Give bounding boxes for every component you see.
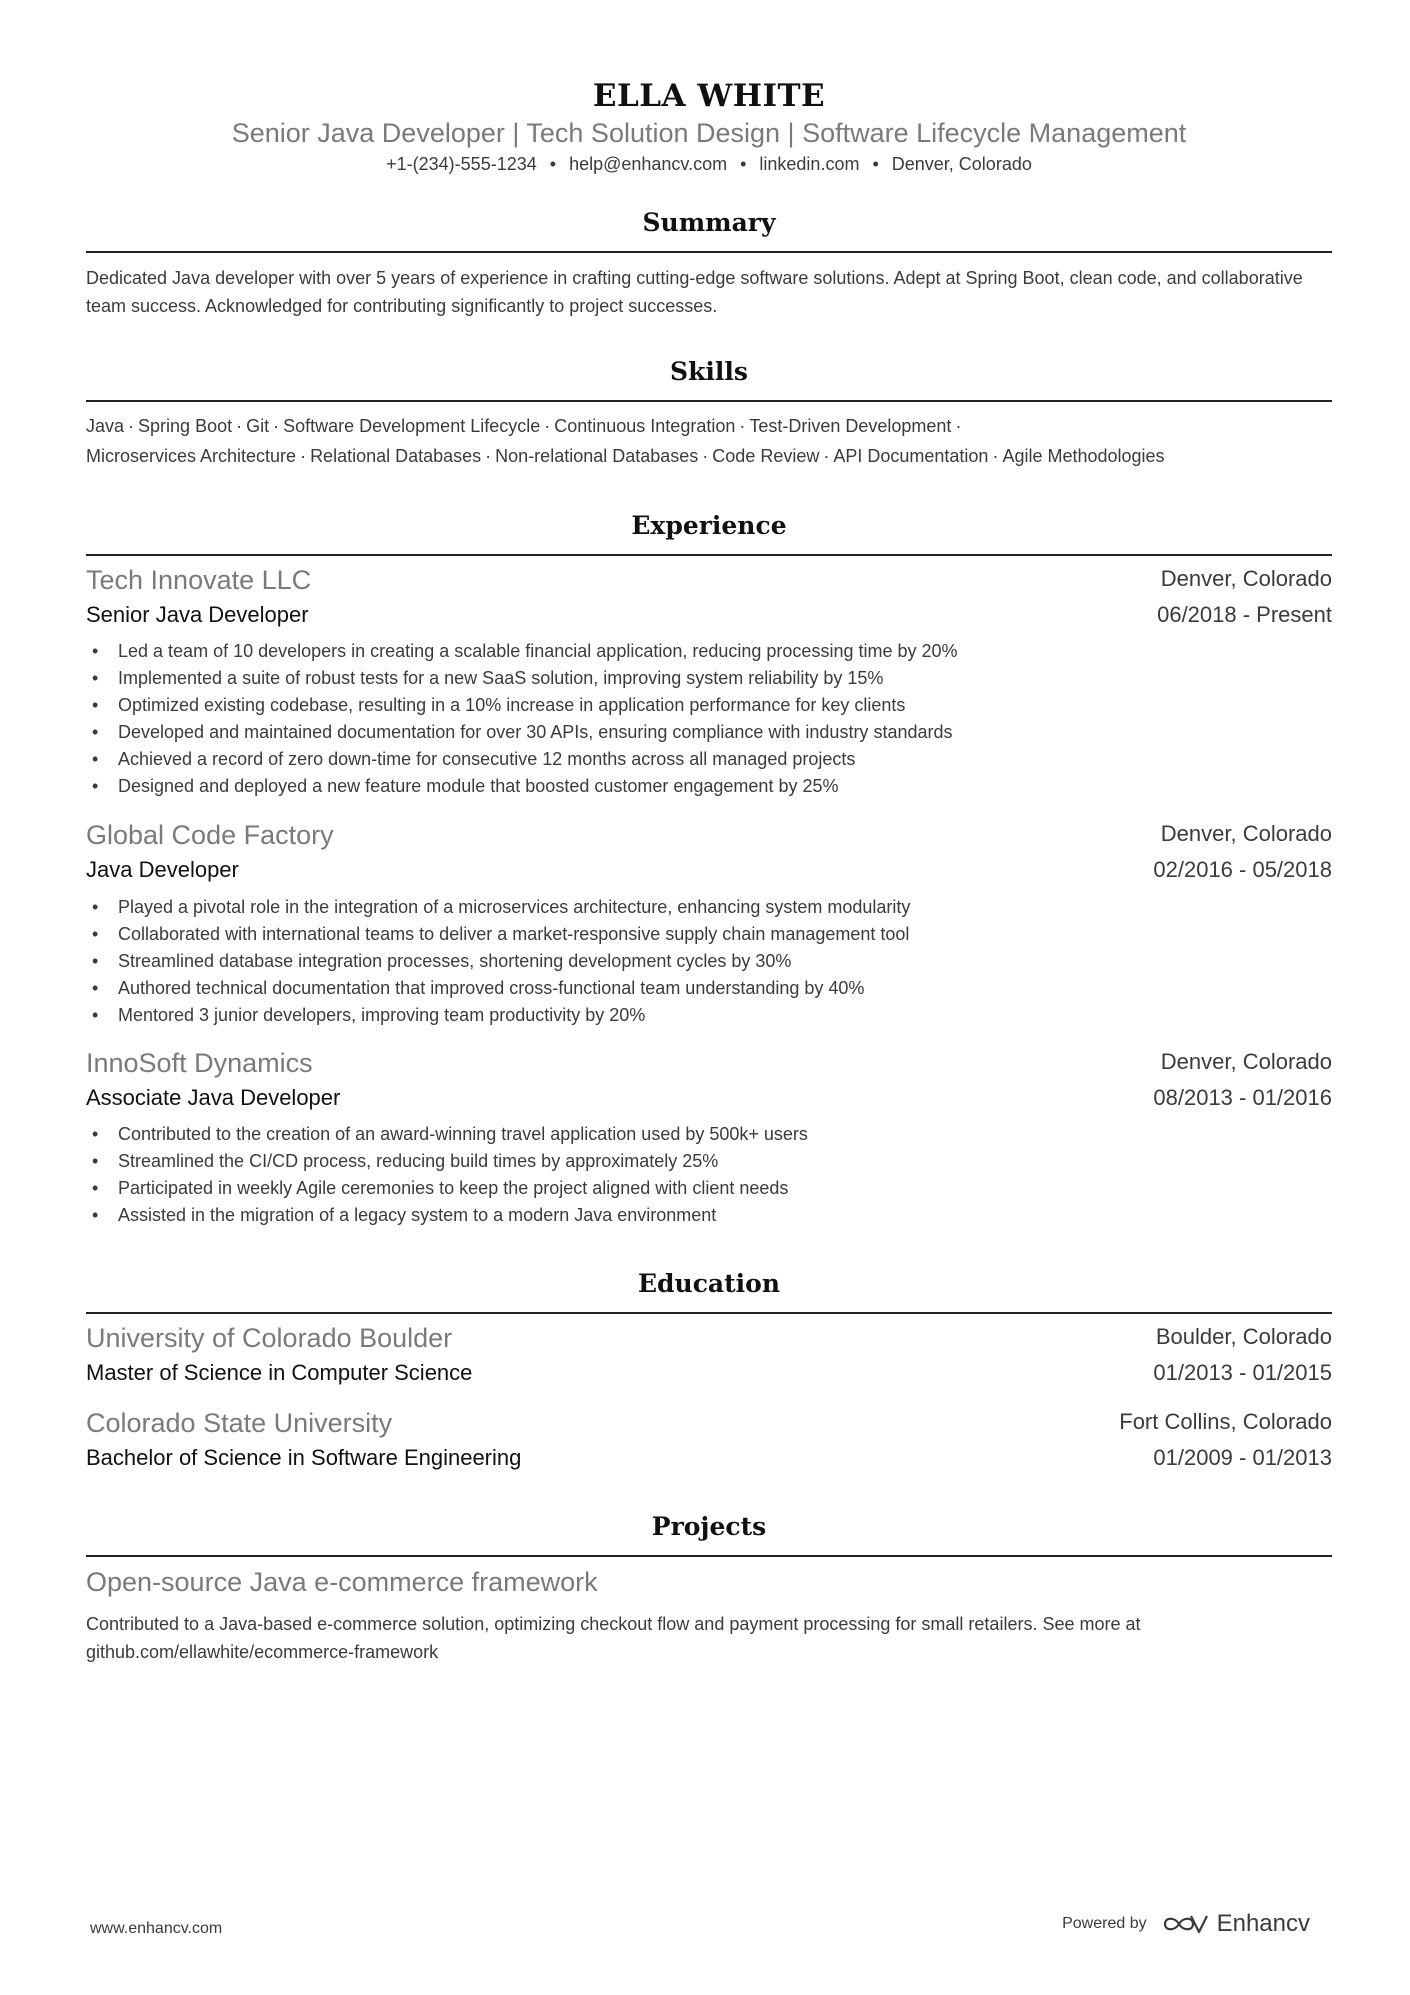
skill-item: API Documentation <box>833 446 989 466</box>
job-dates: 08/2013 - 01/2016 <box>1153 1085 1332 1110</box>
email-link[interactable]: help@enhancv.com <box>569 154 728 174</box>
candidate-name: ELLA WHITE <box>592 78 826 114</box>
phone[interactable]: +1-(234)-555-1234 <box>386 154 537 174</box>
job-bullet: • Played a pivotal role in the integration of a microservices architecture, enhancing system modularity <box>86 894 1332 921</box>
job-bullet: • Designed and deployed a new feature module that boosted customer engagement by 25% <box>86 773 1332 800</box>
school-location: Boulder, Colorado <box>1155 1324 1332 1349</box>
project-description: Contributed to a Java-based e-commerce solution, optimizing checkout flow and payment processing for small retailers. See more at github.com/ellawhite/ecommerce-framework <box>86 1614 1141 1662</box>
job-location: Denver, Colorado <box>1160 566 1332 591</box>
job-company: InnoSoft Dynamics <box>86 1048 313 1078</box>
skill-item: Microservices Architecture <box>86 446 297 466</box>
job-location: Denver, Colorado <box>1160 821 1332 846</box>
location: Denver, Colorado <box>891 154 1032 174</box>
skill-item: Agile Methodologies <box>1002 446 1165 466</box>
education-dates: 01/2009 - 01/2013 <box>1153 1445 1332 1470</box>
skills-title: Skills <box>670 357 748 386</box>
brand-name: Enhancv <box>1216 1910 1310 1937</box>
contact-line: +1-(234)-555-1234 • help@enhancv.com • linkedin.com • Denver, Colorado <box>386 154 1032 174</box>
school-name: University of Colorado Boulder <box>86 1323 453 1353</box>
degree: Master of Science in Computer Science <box>86 1360 473 1385</box>
job-dates: 02/2016 - 05/2018 <box>1153 857 1332 882</box>
job-bullet: • Collaborated with international teams to deliver a market-responsive supply chain management tool <box>86 921 1332 948</box>
powered-by-label: Powered by <box>1062 1915 1147 1932</box>
job-bullet: • Implemented a suite of robust tests for a new SaaS solution, improving system reliability by 15% <box>86 665 1332 692</box>
job-bullet: • Led a team of 10 developers in creating a scalable financial application, reducing processing time by 20% <box>86 638 1332 665</box>
experience-title: Experience <box>631 511 787 540</box>
job-location: Denver, Colorado <box>1160 1049 1332 1074</box>
footer-website[interactable]: www.enhancv.com <box>90 1920 223 1937</box>
skills-list: Java · Spring Boot · Git · Software Development Lifecycle · Continuous Integration · Test-Driven Development · Microservices Architecture · Relational Databases · Non-relational Databases · Code Review · API Documentation · Agile Methodologies <box>86 416 1165 466</box>
skill-item: Spring Boot <box>138 416 233 436</box>
education-title: Education <box>637 1269 781 1298</box>
project-name: Open-source Java e-commerce framework <box>86 1567 598 1597</box>
skill-item: Git <box>246 416 270 436</box>
school-location: Fort Collins, Colorado <box>1119 1409 1332 1434</box>
enhancv-logo[interactable] <box>1161 1910 1310 1938</box>
education-dates: 01/2013 - 01/2015 <box>1153 1360 1332 1385</box>
education-divider <box>86 1312 1332 1314</box>
job-company: Tech Innovate LLC <box>86 565 312 595</box>
job-bullet: • Authored technical documentation that improved cross-functional team understanding by 40% <box>86 975 1332 1002</box>
summary-divider <box>86 251 1332 253</box>
summary-text: Dedicated Java developer with over 5 years of experience in crafting cutting-edge software solutions. Adept at Spring Boot, clean code, and collaborative team success. Acknowledged for contributing significantly to project successes. <box>86 268 1303 316</box>
enhancv-logo-icon <box>1161 1911 1209 1937</box>
job-bullet: • Contributed to the creation of an award-winning travel application used by 500k+ users <box>86 1121 1332 1148</box>
job-bullets <box>86 1121 1332 1229</box>
job-bullets <box>86 638 1332 800</box>
job-role: Associate Java Developer <box>86 1085 341 1110</box>
job-role: Java Developer <box>86 857 239 882</box>
summary-title: Summary <box>642 208 776 237</box>
job-dates: 06/2018 - Present <box>1157 602 1332 627</box>
skill-item: Test-Driven Development <box>749 416 952 436</box>
job-bullet: • Streamlined the CI/CD process, reducing build times by approximately 25% <box>86 1148 1332 1175</box>
job-bullet: • Streamlined database integration processes, shortening development cycles by 30% <box>86 948 1332 975</box>
headline: Senior Java Developer | Tech Solution Design | Software Lifecycle Management <box>231 118 1187 148</box>
skill-item: Code Review <box>712 446 820 466</box>
job-bullets <box>86 894 1332 1029</box>
degree: Bachelor of Science in Software Engineering <box>86 1445 522 1470</box>
job-bullet: • Participated in weekly Agile ceremonies to keep the project aligned with client needs <box>86 1175 1332 1202</box>
projects-divider <box>86 1555 1332 1557</box>
job-bullet: • Developed and maintained documentation for over 30 APIs, ensuring compliance with industry standards <box>86 719 1332 746</box>
skill-item: Continuous Integration <box>554 416 736 436</box>
job-bullet: • Optimized existing codebase, resulting in a 10% increase in application performance for key clients <box>86 692 1332 719</box>
footer-branding <box>1062 1910 1310 1938</box>
skill-item: Java <box>86 416 125 436</box>
linkedin-link[interactable]: linkedin.com <box>759 154 860 174</box>
skill-item: Software Development Lifecycle <box>283 416 541 436</box>
job-bullet: • Assisted in the migration of a legacy system to a modern Java environment <box>86 1202 1332 1229</box>
experience-divider <box>86 554 1332 556</box>
skill-item: Non-relational Databases <box>495 446 699 466</box>
skills-divider <box>86 400 1332 402</box>
skill-item: Relational Databases <box>310 446 482 466</box>
job-bullet: • Mentored 3 junior developers, improving team productivity by 20% <box>86 1002 1332 1029</box>
school-name: Colorado State University <box>86 1408 393 1438</box>
job-role: Senior Java Developer <box>86 602 309 627</box>
job-bullet: • Achieved a record of zero down-time for consecutive 12 months across all managed projects <box>86 746 1332 773</box>
job-company: Global Code Factory <box>86 820 334 850</box>
projects-title: Projects <box>651 1512 767 1541</box>
